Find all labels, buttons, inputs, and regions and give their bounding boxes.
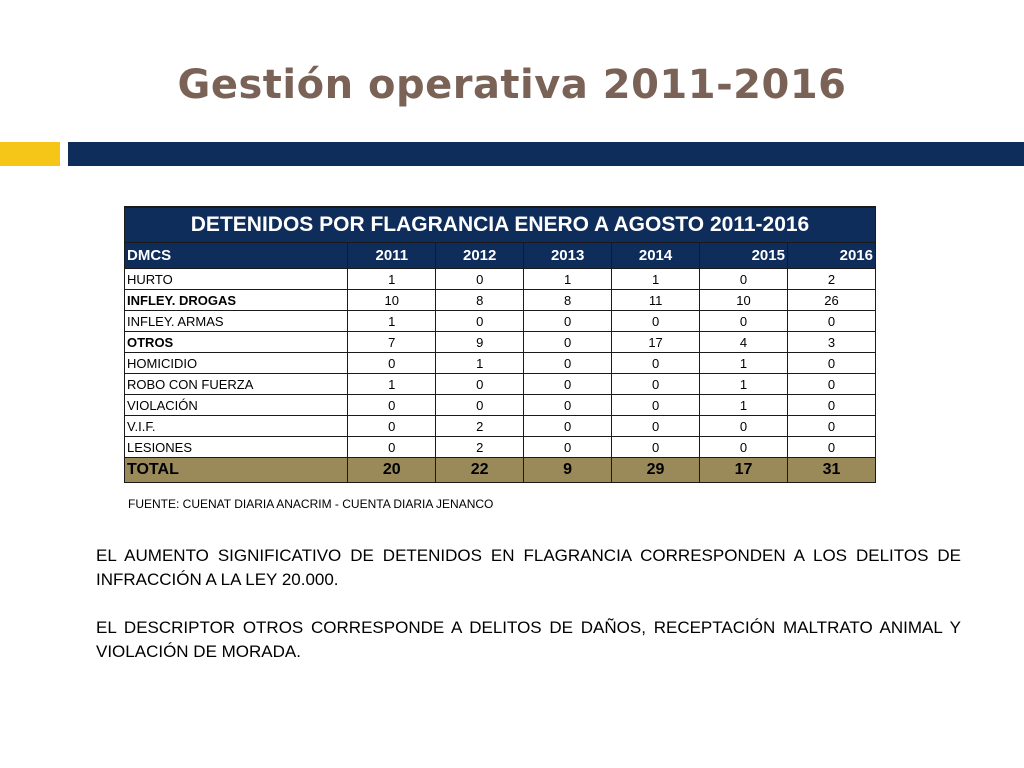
cell-value: 2 (436, 416, 524, 437)
table-row (125, 374, 876, 395)
table-caption: DETENIDOS POR FLAGRANCIA ENERO A AGOSTO 2011-2016 (125, 207, 876, 243)
cell-value: 0 (787, 395, 875, 416)
table-row (125, 332, 876, 353)
cell-value: 0 (612, 416, 700, 437)
header-dmcs: DMCS (125, 243, 348, 269)
header-2014: 2014 (612, 243, 700, 269)
table-row (125, 437, 876, 458)
cell-value: 2 (787, 269, 875, 290)
cell-value: 7 (348, 332, 436, 353)
cell-value: 11 (612, 290, 700, 311)
row-label: LESIONES (125, 437, 348, 458)
total-value: 9 (524, 458, 612, 483)
cell-value: 1 (700, 374, 788, 395)
table-row (125, 290, 876, 311)
header-2012: 2012 (436, 243, 524, 269)
cell-value: 1 (700, 395, 788, 416)
table-row (125, 353, 876, 374)
accent-bar-navy (68, 142, 1024, 166)
table-source: FUENTE: CUENAT DIARIA ANACRIM - CUENTA DIARIA JENANCO (128, 497, 494, 511)
total-value: 29 (612, 458, 700, 483)
cell-value: 10 (348, 290, 436, 311)
table-row (125, 269, 876, 290)
cell-value: 0 (348, 353, 436, 374)
row-label: V.I.F. (125, 416, 348, 437)
cell-value: 0 (436, 374, 524, 395)
total-label: TOTAL (125, 458, 348, 483)
cell-value: 0 (612, 353, 700, 374)
cell-value: 1 (700, 353, 788, 374)
cell-value: 1 (524, 269, 612, 290)
cell-value: 0 (612, 437, 700, 458)
cell-value: 8 (436, 290, 524, 311)
accent-bar-yellow (0, 142, 60, 166)
cell-value: 0 (787, 311, 875, 332)
total-value: 31 (787, 458, 875, 483)
cell-value: 1 (348, 269, 436, 290)
row-label: HOMICIDIO (125, 353, 348, 374)
cell-value: 3 (787, 332, 875, 353)
cell-value: 0 (524, 311, 612, 332)
table-header-row (125, 243, 876, 269)
note-paragraph-1: EL AUMENTO SIGNIFICATIVO DE DETENIDOS EN FLAGRANCIA CORRESPONDEN A LOS DELITOS DE INFRACCIÓN A LA LEY 20.000. (96, 546, 961, 589)
cell-value: 0 (436, 269, 524, 290)
cell-value: 0 (524, 374, 612, 395)
cell-value: 17 (612, 332, 700, 353)
slide-title: Gestión operativa 2011-2016 (177, 62, 847, 108)
cell-value: 0 (348, 416, 436, 437)
header-2011: 2011 (348, 243, 436, 269)
cell-value: 0 (524, 437, 612, 458)
cell-value: 0 (524, 416, 612, 437)
table-row (125, 395, 876, 416)
total-value: 20 (348, 458, 436, 483)
row-label: VIOLACIÓN (125, 395, 348, 416)
cell-value: 0 (700, 269, 788, 290)
row-label: INFLEY. DROGAS (125, 290, 348, 311)
cell-value: 0 (348, 395, 436, 416)
total-value: 22 (436, 458, 524, 483)
cell-value: 2 (436, 437, 524, 458)
cell-value: 0 (700, 437, 788, 458)
cell-value: 4 (700, 332, 788, 353)
cell-value: 0 (700, 311, 788, 332)
cell-value: 0 (436, 395, 524, 416)
cell-value: 26 (787, 290, 875, 311)
cell-value: 0 (524, 395, 612, 416)
note-paragraph-2: EL DESCRIPTOR OTROS CORRESPONDE A DELITOS DE DAÑOS, RECEPTACIÓN MALTRATO ANIMAL Y VIOLACIÓN DE MORADA. (96, 618, 961, 661)
cell-value: 0 (524, 332, 612, 353)
cell-value: 0 (787, 437, 875, 458)
table-row (125, 416, 876, 437)
header-2015: 2015 (700, 243, 788, 269)
cell-value: 1 (348, 311, 436, 332)
detentions-table (124, 206, 876, 483)
cell-value: 0 (700, 416, 788, 437)
cell-value: 0 (612, 395, 700, 416)
cell-value: 0 (787, 353, 875, 374)
cell-value: 1 (348, 374, 436, 395)
cell-value: 9 (436, 332, 524, 353)
cell-value: 1 (436, 353, 524, 374)
cell-value: 0 (612, 311, 700, 332)
row-label: HURTO (125, 269, 348, 290)
cell-value: 0 (787, 374, 875, 395)
cell-value: 8 (524, 290, 612, 311)
table-row (125, 311, 876, 332)
cell-value: 0 (348, 437, 436, 458)
cell-value: 0 (787, 416, 875, 437)
header-2016: 2016 (787, 243, 875, 269)
row-label: ROBO CON FUERZA (125, 374, 348, 395)
row-label: OTROS (125, 332, 348, 353)
total-row (125, 458, 876, 483)
header-2013: 2013 (524, 243, 612, 269)
cell-value: 0 (436, 311, 524, 332)
cell-value: 0 (612, 374, 700, 395)
total-value: 17 (700, 458, 788, 483)
cell-value: 1 (612, 269, 700, 290)
row-label: INFLEY. ARMAS (125, 311, 348, 332)
cell-value: 10 (700, 290, 788, 311)
cell-value: 0 (524, 353, 612, 374)
